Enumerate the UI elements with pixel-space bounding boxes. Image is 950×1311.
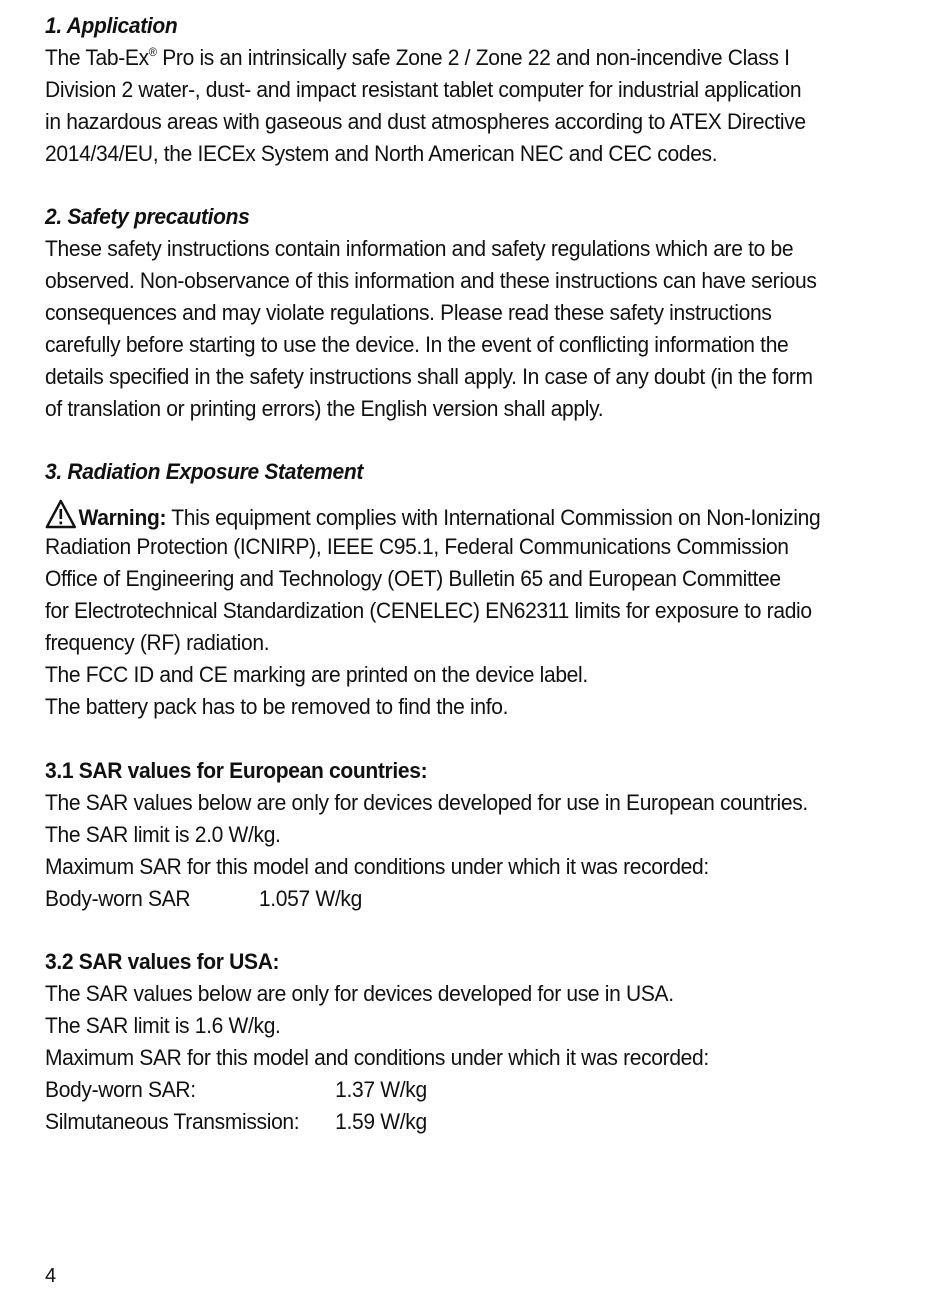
paragraph-line: The battery pack has to be removed to find the info. [45,694,509,719]
sar-row [45,1074,510,1106]
sar-row-label: Body-worn SAR [45,886,191,911]
paragraph-line: of translation or printing errors) the English version shall apply. [45,396,604,421]
warning-triangle-icon [45,499,77,529]
section-heading-application: 1. Application [45,13,178,38]
paragraph-line: consequences and may violate regulations. Please read these safety instructions [45,300,772,325]
paragraph-line: Office of Engineering and Technology (OET) Bulletin 65 and European Committee [45,566,781,591]
sar-row-value: 1.59 W/kg [335,1109,427,1134]
sar-row-value: 1.057 W/kg [258,886,362,911]
paragraph-line: The SAR values below are only for devices developed for use in USA. [45,981,674,1006]
text-fragment: Pro is an intrinsically safe Zone 2 / Zone 22 and non-incendive Class I [156,45,790,70]
warning-line [45,499,820,534]
paragraph-line: carefully before starting to use the device. In the event of conflicting information the [45,332,789,357]
section-heading-sar-usa: 3.2 SAR values for USA: [45,949,280,974]
paragraph-line: frequency (RF) radiation. [45,630,270,655]
paragraph-line: in hazardous areas with gaseous and dust atmospheres according to ATEX Directive [45,109,806,134]
sar-row-value: 1.37 W/kg [335,1077,427,1102]
paragraph-line: for Electrotechnical Standardization (CENELEC) EN62311 limits for exposure to radio [45,598,812,623]
paragraph-line: Maximum SAR for this model and conditions under which it was recorded: [45,1045,709,1070]
paragraph-line: The SAR limit is 1.6 W/kg. [45,1013,281,1038]
paragraph-line: details specified in the safety instructions shall apply. In case of any doubt (in the form [45,364,813,389]
section-heading-radiation: 3. Radiation Exposure Statement [45,459,364,484]
page-number: 4 [45,1265,57,1287]
section-heading-safety: 2. Safety precautions [45,204,250,229]
sar-row-label: Silmutaneous Transmission: [45,1109,300,1134]
paragraph-line: Division 2 water-, dust- and impact resistant tablet computer for industrial application [45,77,802,102]
paragraph-line: The SAR values below are only for devices developed for use in European countries. [45,790,808,815]
warning-label: Warning: [78,505,167,530]
sar-row [45,883,510,915]
sar-row [45,1106,510,1138]
sar-row-label: Body-worn SAR: [45,1077,196,1102]
text-fragment: This equipment complies with International Commission on Non-Ionizing [166,505,821,530]
paragraph-line [45,42,790,74]
section-heading-sar-europe: 3.1 SAR values for European countries: [45,758,428,783]
paragraph-line: The FCC ID and CE marking are printed on the device label. [45,662,588,687]
paragraph-line: Maximum SAR for this model and conditions under which it was recorded: [45,854,709,879]
paragraph-line: The SAR limit is 2.0 W/kg. [45,822,281,847]
text-fragment: The Tab-Ex [45,45,149,70]
paragraph-line: These safety instructions contain information and safety regulations which are to be [45,236,794,261]
registered-mark: ® [148,45,157,59]
paragraph-line: observed. Non-observance of this information and these instructions can have serious [45,268,817,293]
paragraph-line: Radiation Protection (ICNIRP), IEEE C95.1, Federal Communications Commission [45,534,789,559]
paragraph-line: 2014/34/EU, the IECEx System and North American NEC and CEC codes. [45,141,718,166]
